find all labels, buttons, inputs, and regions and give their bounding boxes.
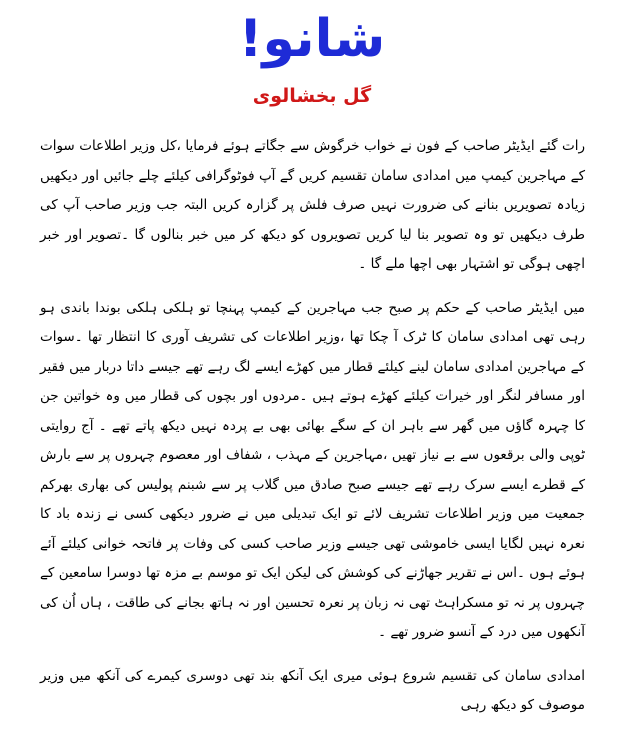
article-title: شانو! (238, 9, 386, 69)
article-author: گل بخشالوی (252, 85, 372, 107)
paragraph-1: رات گئے ایڈیٹر صاحب کے فون نے خواب خرگوش سے جگاتے ہوئے فرمایا ،کل وزیر اطلاعات سوات کے مہاجرین کیمپ میں امدادی سامان تقسیم کریں گے آپ فوٹوگرافی کیلئے چلے جائیں اور دیکھیں زیادہ تصویریں بنانے کی ضرورت نہیں صرف فلش پر گزارہ کریں البتہ جب وزیر صاحب آپ کی طرف دیکھیں تو وہ تصویر بنا لیا کریں تصویروں کو دیکھ کر میں خبر بنالوں گا ۔تصویر اور خبر اچھی ہوگی تو اشتہار بھی اچھا ملے گا ۔ (40, 138, 585, 272)
article-body (40, 132, 585, 735)
paragraph-2: میں ایڈیٹر صاحب کے حکم پر صبح جب مہاجرین کے کیمپ پہنچا تو ہلکی ہلکی بوندا باندی ہو رہی تھی امدادی سامان کا ٹرک آ چکا تھا ،وزیر اطلاعات کی تشریف آوری کا انتظار تھا ۔سوات کے مہاجرین امدادی سامان لینے کیلئے قطار میں کھڑے ایسے لگ رہے تھے جیسے داتا دربار میں فقیر اور مسافر لنگر اور خیرات کیلئے کھڑے ہوتے ہیں ۔مردوں اور بچوں کی قطار میں وہ خواتین جن کا چہرہ گاؤں میں گھر سے باہر ان کے سگے بھائی بھی بے پردہ نہیں دیکھ پاتے تھے ۔ آج روایتی ٹوپی والی برقعوں سے بے نیاز تھیں ،مہاجرین کے مہذب ، شفاف اور معصوم چہروں پر سے بارش کے قطرے ایسے سرک رہے تھے جیسے صبح صادق میں گلاب پر سے شبنم پولیس کی بھاری بھرکم جمعیت میں وزیر اطلاعات تشریف لائے تو ایک تبدیلی میں نے ضرور دیکھی کسی نے زندہ باد کا نعرہ نہیں لگایا ایسی خاموشی تھی جیسے وزیر صاحب کسی کی وفات پر فاتحہ خوانی کیلئے آئے ہوئے ہوں ۔اس نے تقریر جھاڑنے کی کوشش کی لیکن ایک تو موسم بے مزہ تھا دوسرا سامعین کے چہروں پر نہ تو مسکراہٹ تھی نہ زبان پر نعرہ تحسین اور نہ ہاتھ بجانے کی طاقت ، ہاں اُن کی آنکھوں میں درد کے آنسو ضرور تھے ۔ (40, 299, 585, 640)
paragraph-3: امدادی سامان کی تقسیم شروع ہوئی میری ایک آنکھ بند تھی دوسری کیمرے کی آنکھ میں وزیر موصوف کو دیکھ رہی (40, 667, 585, 713)
